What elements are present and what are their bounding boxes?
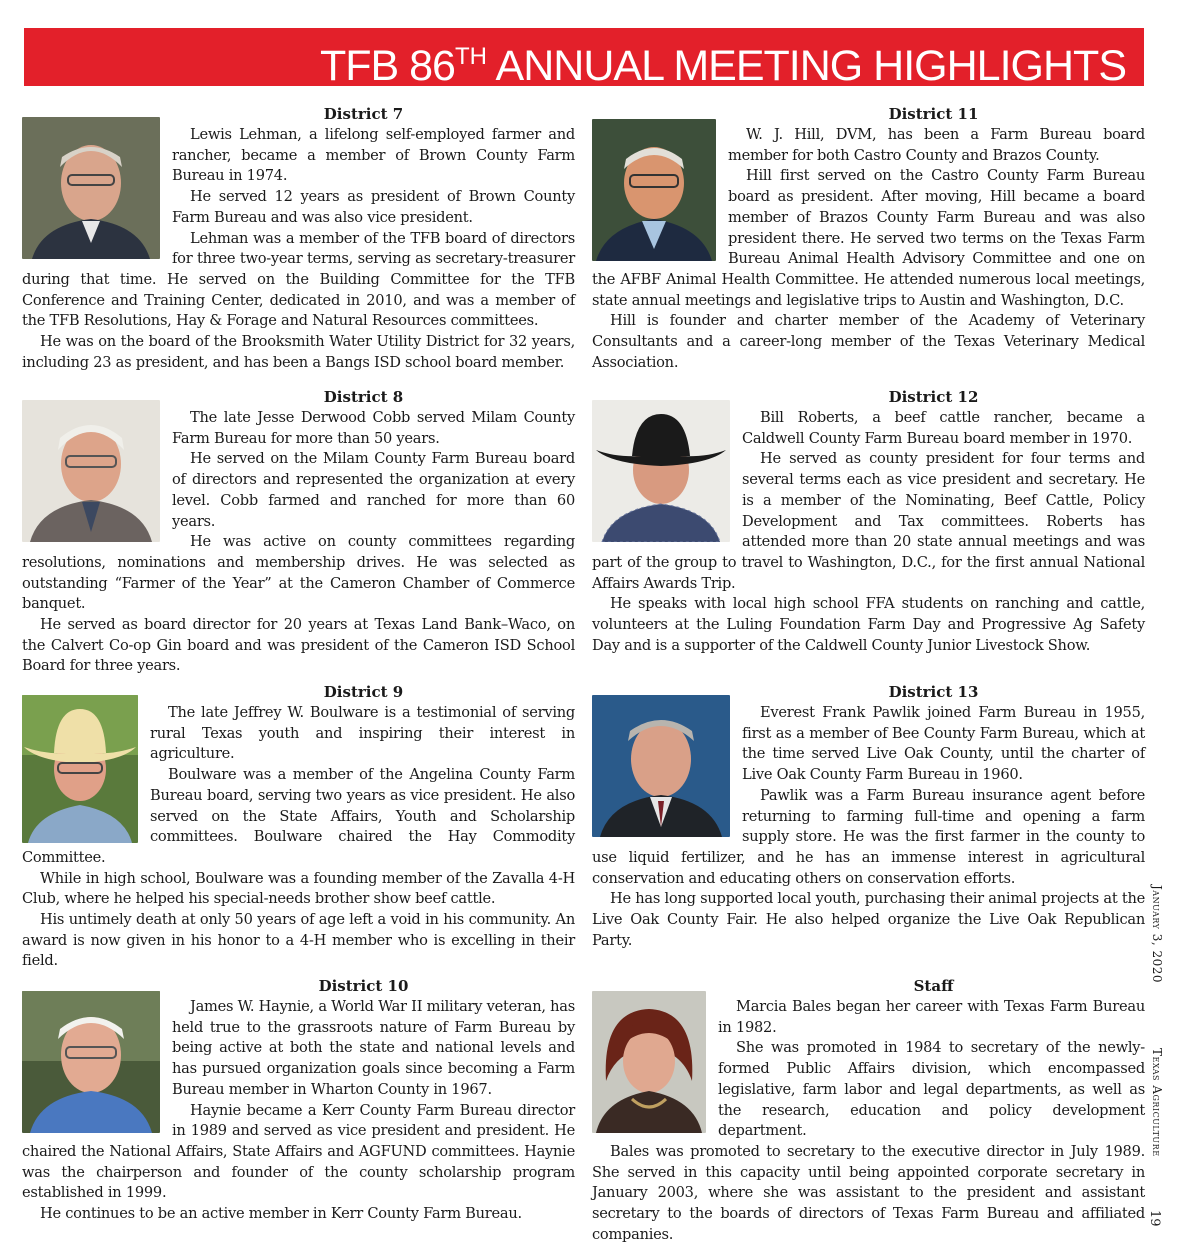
paragraph: While in high school, Boulware was a founding member of the Zavalla 4-H Club, where he helped his special-needs brother show beef cattle. bbox=[22, 869, 575, 908]
paragraph: Marcia Bales began her career with Texas Farm Bureau in 1982. bbox=[718, 998, 1145, 1036]
paragraph: He served as board director for 20 years at Texas Land Bank–Waco, on the Calvert Co-op Gin board and was president of the Cameron ISD School Board for three years. bbox=[22, 616, 575, 675]
portrait-photo bbox=[592, 991, 706, 1133]
paragraph: The late Jesse Derwood Cobb served Milam County Farm Bureau for more than 50 years. bbox=[172, 409, 575, 447]
paragraph: He was active on county committees regarding resolutions, nominations and membership drives. He was selected as outstanding “Farmer of the Year” at the Cameron Chamber of Commerce banquet. bbox=[22, 533, 575, 613]
paragraph: She was promoted in 1984 to secretary of the newly-formed Public Affairs division, which encompassed legislative, farm labor and legal departments, as well as the research, education and policy development department. bbox=[718, 1039, 1145, 1140]
paragraph: James W. Haynie, a World War II military veteran, has held true to the grassroots nature of Farm Bureau by being active at both the state and national levels and has pursued organization goals since becoming a Farm Bureau member in Wharton County in 1967. bbox=[172, 998, 575, 1098]
paragraph: Lehman was a member of the TFB board of directors for three two-year terms, serving as secretary-treasurer during that time. He served on the Building Committee for the TFB Conference and Training Center, dedicated in 2010, and was a member of the TFB Resolutions, Hay & Forage and Natural Resources committees. bbox=[22, 229, 575, 330]
section-title: District 9 bbox=[323, 683, 404, 701]
section-title: District 10 bbox=[318, 977, 409, 995]
portrait-photo bbox=[22, 400, 160, 542]
portrait-photo bbox=[592, 695, 730, 837]
section-district-12 bbox=[592, 387, 1145, 656]
section-title: District 11 bbox=[888, 105, 979, 123]
paragraph: He served as county president for four terms and several terms each as vice president and secretary. He is a member of the Nominating, Beef Cattle, Policy Development and Tax committees. Roberts has attended more than 20 state annual meetings and was part of the group to travel to Washington, D.C., for the first annual National Affairs Awards Trip. bbox=[592, 450, 1145, 592]
section-title: District 7 bbox=[323, 105, 404, 123]
paragraph: Haynie became a Kerr County Farm Bureau director in 1989 and served as vice president and president. He chaired the National Affairs, State Affairs and AGFUND committees. Haynie was the chairperson and founder of the county scholarship program established in 1999. bbox=[22, 1101, 575, 1202]
paragraph: Bales was promoted to secretary to the executive director in July 1989. She served in this capacity until being appointed corporate secretary in January 2003, where she was assistant to the president and assistant secretary to the boards of directors of Texas Farm Bureau and affiliated companies. bbox=[592, 1142, 1145, 1243]
section-title: District 12 bbox=[888, 388, 979, 406]
paragraph: The late Jeffrey W. Boulware is a testimonial of serving rural Texas youth and inspiring their interest in agriculture. bbox=[150, 704, 575, 763]
paragraph: He served on the Milam County Farm Bureau board of directors and represented the organization at every level. Cobb farmed and ranched for more than 60 years. bbox=[172, 450, 575, 530]
portrait-photo bbox=[22, 117, 160, 259]
section-district-13 bbox=[592, 682, 1145, 951]
section-staff bbox=[592, 976, 1145, 1245]
section-title: Staff bbox=[913, 977, 954, 995]
paragraph: His untimely death at only 50 years of age left a void in his community. An award is now given in his honor to a 4-H member who is excelling in their field. bbox=[22, 911, 575, 970]
paragraph: He was on the board of the Brooksmith Water Utility District for 32 years, including 23 as president, and has been a Bangs ISD school board member. bbox=[22, 333, 575, 371]
section-title: District 8 bbox=[323, 388, 404, 406]
magazine-name: Texas Agriculture bbox=[1150, 1048, 1164, 1157]
headline-text: TFB 86TH ANNUAL MEETING HIGHLIGHTS bbox=[319, 42, 1126, 86]
paragraph: He served 12 years as president of Brown County Farm Bureau and was also vice president. bbox=[172, 188, 575, 226]
headline-banner bbox=[24, 28, 1144, 86]
paragraph: W. J. Hill, DVM, has been a Farm Bureau board member for both Castro County and Brazos County. bbox=[728, 126, 1145, 164]
paragraph: Lewis Lehman, a lifelong self-employed farmer and rancher, became a member of Brown County Farm Bureau in 1974. bbox=[172, 126, 575, 185]
portrait-photo bbox=[592, 400, 730, 542]
paragraph: Boulware was a member of the Angelina County Farm Bureau board, serving two years as vice president. He also served on the State Affairs, Youth and Scholarship committees. Boulware chaired the Hay Commodity Committee. bbox=[22, 766, 575, 866]
paragraph: He has long supported local youth, purchasing their animal projects at the Live Oak County Fair. He also helped organize the Live Oak Republican Party. bbox=[592, 890, 1145, 949]
section-district-9 bbox=[22, 682, 575, 972]
portrait-photo bbox=[592, 119, 716, 261]
section-district-8 bbox=[22, 387, 575, 677]
paragraph: He speaks with local high school FFA students on ranching and cattle, volunteers at the Luling Foundation Farm Day and Progressive Ag Safety Day and is a supporter of the Caldwell County Junior Livestock Show. bbox=[592, 595, 1145, 654]
paragraph: Bill Roberts, a beef cattle rancher, became a Caldwell County Farm Bureau board member in 1970. bbox=[742, 409, 1145, 447]
paragraph: He continues to be an active member in Kerr County Farm Bureau. bbox=[40, 1205, 522, 1223]
page-number: 19 bbox=[1147, 1210, 1162, 1227]
issue-date: January 3, 2020 bbox=[1150, 885, 1164, 984]
section-district-10 bbox=[22, 976, 575, 1225]
section-title: District 13 bbox=[888, 683, 979, 701]
paragraph: Everest Frank Pawlik joined Farm Bureau in 1955, first as a member of Bee County Farm Bureau, which at the time served Live Oak County, until the charter of Live Oak County Farm Bureau in 1960. bbox=[742, 704, 1145, 784]
paragraph: Hill is founder and charter member of the Academy of Veterinary Consultants and a career-long member of the Texas Veterinary Medical Association. bbox=[592, 312, 1145, 371]
section-district-11 bbox=[592, 104, 1145, 373]
section-district-7 bbox=[22, 104, 575, 373]
paragraph: Pawlik was a Farm Bureau insurance agent before returning to farming full-time and opening a farm supply store. He was the first farmer in the county to use liquid fertilizer, and he has an immense interest in agricultural conservation and educating others on conservation efforts. bbox=[592, 786, 1145, 887]
portrait-photo bbox=[22, 695, 138, 843]
paragraph: Hill first served on the Castro County Farm Bureau board as president. After moving, Hill became a board member of Brazos County Farm Bureau and was also president there. He served two terms on the Texas Farm Bureau Animal Health Advisory Committee and one on the AFBF Animal Health Committee. He attended numerous local meetings, state annual meetings and legislative trips to Austin and Washington, D.C. bbox=[592, 167, 1145, 309]
portrait-photo bbox=[22, 991, 160, 1133]
